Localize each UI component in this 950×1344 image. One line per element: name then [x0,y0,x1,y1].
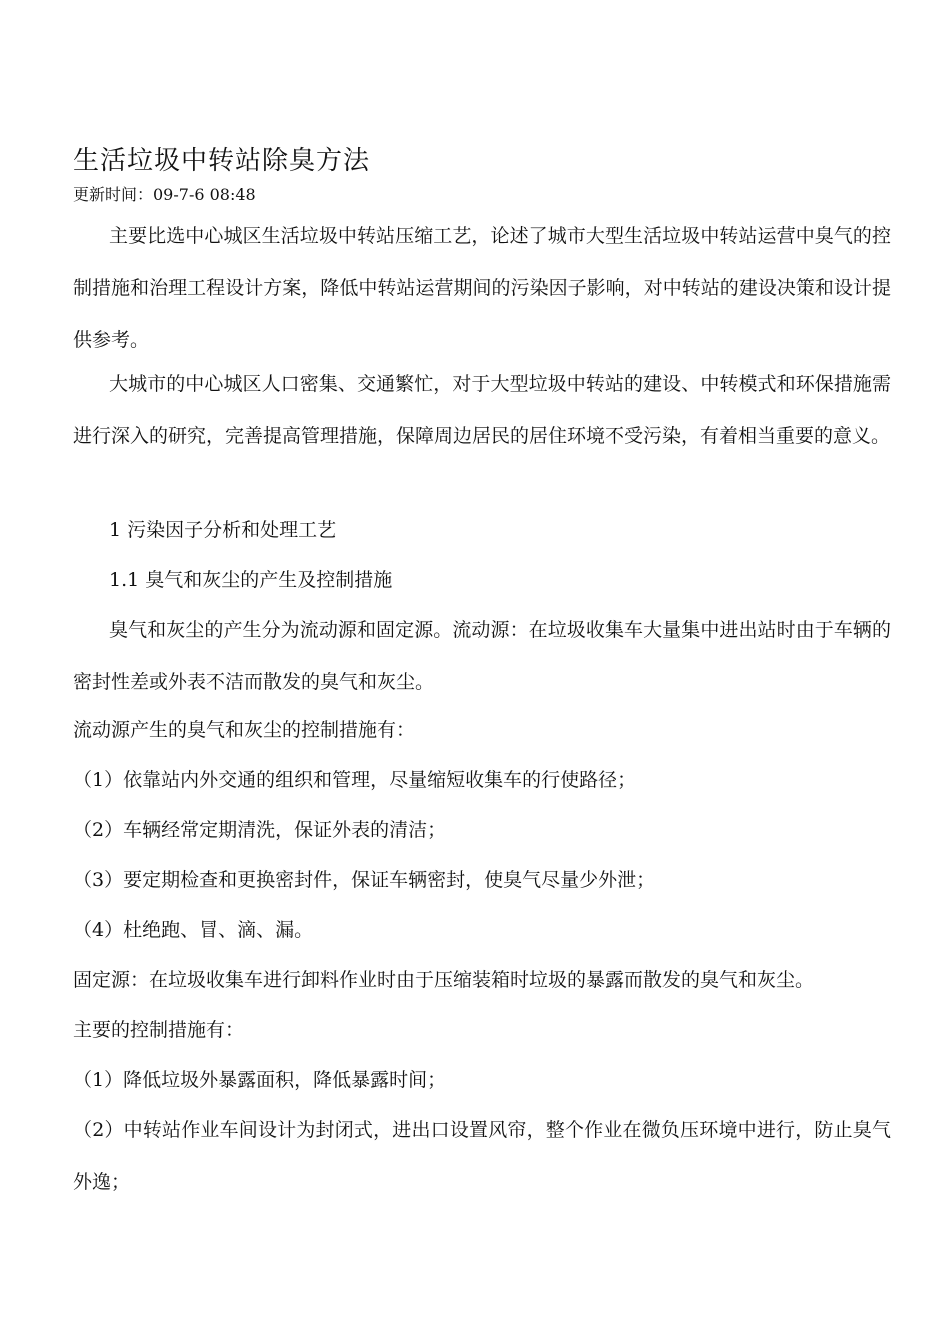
document-title: 生活垃圾中转站除臭方法 [73,146,371,177]
mobile-measure-2: （2）车辆经常定期清洗，保证外表的清洁； [73,819,447,841]
fixed-measure-1: （1）降低垃圾外暴露面积，降低暴露时间； [73,1069,447,1091]
sources-paragraph: 臭气和灰尘的产生分为流动源和固定源。流动源：在垃圾收集车大量集中进出站时由于车辆的密封性差或外表不洁而散发的臭气和灰尘。 [73,619,891,693]
mobile-measure-3: （3）要定期检查和更换密封件，保证车辆密封，使臭气尽量少外泄； [73,869,656,891]
mobile-measure-4: （4）杜绝跑、冒、滴、漏。 [73,919,314,941]
mobile-measure-1: （1）依靠站内外交通的组织和管理，尽量缩短收集车的行使路径； [73,769,637,791]
fixed-measure-2: （2）中转站作业车间设计为封闭式，进出口设置风帘，整个作业在微负压环境中进行，防止臭气外逸； [73,1119,891,1193]
section-heading-1-1: 1.1 臭气和灰尘的产生及控制措施 [109,569,393,591]
background-paragraph: 大城市的中心城区人口密集、交通繁忙，对于大型垃圾中转站的建设、中转模式和环保措施需进行深入的研究，完善提高管理措施，保障周边居民的居住环境不受污染，有着相当重要的意义。 [73,373,891,447]
mobile-source-intro: 流动源产生的臭气和灰尘的控制措施有： [73,719,416,741]
section-heading-1: 1 污染因子分析和处理工艺 [109,519,337,541]
fixed-source-intro: 固定源：在垃圾收集车进行卸料作业时由于压缩装箱时垃圾的暴露而散发的臭气和灰尘。 [73,969,815,991]
fixed-measures-intro: 主要的控制措施有： [73,1019,245,1041]
intro-paragraph: 主要比选中心城区生活垃圾中转站压缩工艺，论述了城市大型生活垃圾中转站运营中臭气的控制措施和治理工程设计方案，降低中转站运营期间的污染因子影响，对中转站的建设决策和设计提供参考。 [73,225,891,351]
update-time: 更新时间：09-7-6 08:48 [73,185,256,204]
